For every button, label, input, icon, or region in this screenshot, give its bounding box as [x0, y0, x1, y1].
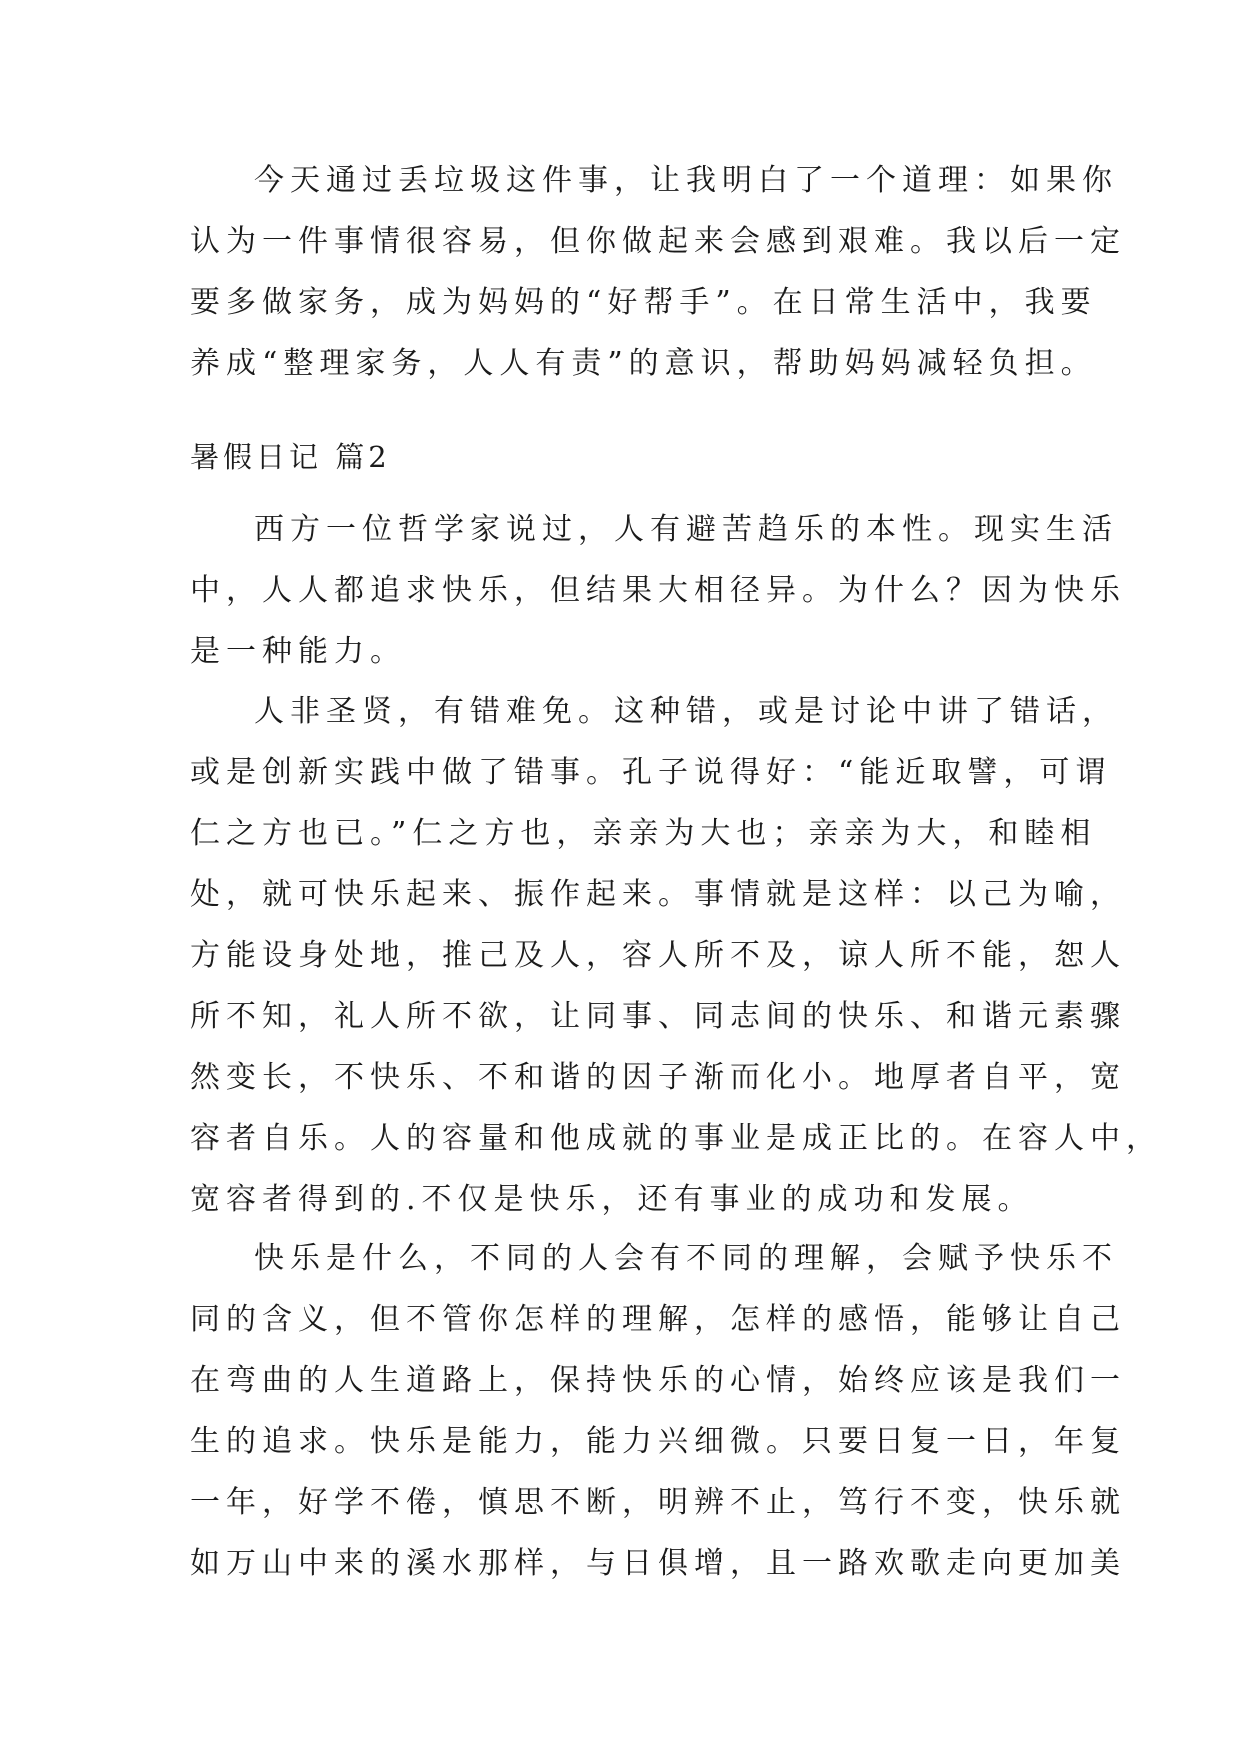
- paragraph-line: 仁之方也已。”仁之方也，亲亲为大也；亲亲为大，和睦相: [190, 816, 1097, 851]
- paragraph-line: 今天通过丢垃圾这件事，让我明白了一个道理：如果你: [254, 163, 1118, 198]
- section-heading-block: [190, 427, 1070, 488]
- paragraph-3: [190, 681, 1162, 1230]
- paragraph-line: 容者自乐。人的容量和他成就的事业是成正比的。在容人中，: [190, 1121, 1162, 1156]
- paragraph-line: 一年，好学不倦，慎思不断，明辨不止，笃行不变，快乐就: [190, 1485, 1126, 1520]
- paragraph-4: [190, 1228, 1126, 1594]
- paragraph-line: 如万山中来的溪水那样，与日俱增，且一路欢歌走向更加美: [190, 1546, 1126, 1581]
- paragraph-line: 然变长，不快乐、不和谐的因子渐而化小。地厚者自平，宽: [190, 1060, 1126, 1095]
- paragraph-line: 方能设身处地，推己及人，容人所不及，谅人所不能，恕人: [190, 938, 1126, 973]
- paragraph-line: 养成“整理家务，人人有责”的意识，帮助妈妈减轻负担。: [190, 346, 1097, 381]
- paragraph-line: 中，人人都追求快乐，但结果大相径异。为什么？因为快乐: [190, 573, 1126, 608]
- paragraph-line: 所不知，礼人所不欲，让同事、同志间的快乐、和谐元素骤: [190, 999, 1126, 1034]
- paragraph-line: 宽容者得到的.不仅是快乐，还有事业的成功和发展。: [190, 1182, 1034, 1217]
- section-heading: 暑假日记 篇2: [190, 440, 391, 474]
- paragraph-line: 同的含义，但不管你怎样的理解，怎样的感悟，能够让自己: [190, 1302, 1126, 1337]
- paragraph-line: 在弯曲的人生道路上，保持快乐的心情，始终应该是我们一: [190, 1363, 1126, 1398]
- paragraph-line: 是一种能力。: [190, 634, 406, 669]
- paragraph-line: 人非圣贤，有错难免。这种错，或是讨论中讲了错话，: [254, 694, 1118, 729]
- paragraph-line: 生的追求。快乐是能力，能力兴细微。只要日复一日，年复: [190, 1424, 1126, 1459]
- paragraph-line: 西方一位哲学家说过，人有避苦趋乐的本性。现实生活: [254, 512, 1118, 547]
- paragraph-2: [190, 499, 1126, 682]
- paragraph-line: 快乐是什么，不同的人会有不同的理解，会赋予快乐不: [254, 1241, 1118, 1276]
- paragraph-line: 认为一件事情很容易，但你做起来会感到艰难。我以后一定: [190, 224, 1126, 259]
- paragraph-line: 要多做家务，成为妈妈的“好帮手”。在日常生活中，我要: [190, 285, 1097, 320]
- paragraph-1: [190, 150, 1126, 394]
- paragraph-line: 处，就可快乐起来、振作起来。事情就是这样：以己为喻，: [190, 877, 1126, 912]
- paragraph-line: 或是创新实践中做了错事。孔子说得好：“能近取譬，可谓: [190, 755, 1112, 790]
